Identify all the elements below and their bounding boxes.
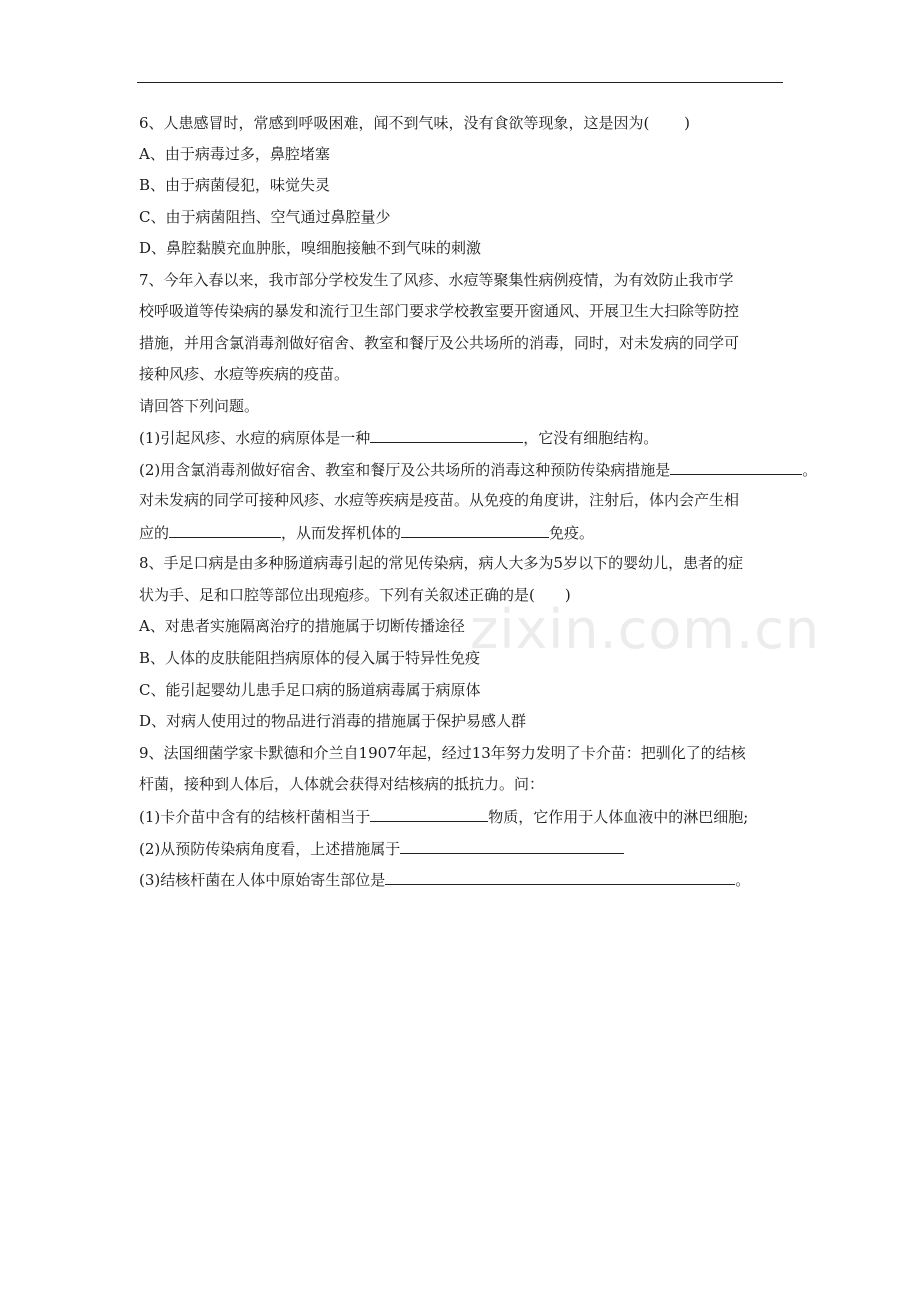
- q6-option-d: D、鼻腔黏膜充血肿胀，嗅细胞接触不到气味的刺激: [139, 239, 482, 257]
- q9-part1-text-b: 物质，它作用于人体血液中的淋巴细胞;: [488, 808, 749, 826]
- q7-stem-line3: 措施，并用含氯消毒剂做好宿舍、教室和餐厅及公共场所的消毒，同时，对未发病的同学可: [139, 334, 740, 352]
- q7-part2-line2: 对未发病的同学可接种风疹、水痘等疾病是疫苗。从免疫的角度讲，注射后，体内会产生相: [139, 491, 740, 509]
- q9-part2: [139, 838, 624, 859]
- q6-option-a: A、由于病毒过多，鼻腔堵塞: [139, 145, 330, 163]
- q7-part1-blank[interactable]: [370, 427, 523, 443]
- q7-part2-line3-text-c: 免疫。: [549, 524, 595, 542]
- q8-stem-line2: 状为手、足和口腔等部位出现疱疹。下列有关叙述正确的是( ): [139, 586, 571, 604]
- q8-option-c: C、能引起婴幼儿患手足口病的肠道病毒属于病原体: [139, 681, 481, 699]
- q7-part2-line3: [139, 522, 594, 543]
- q8-option-d: D、对病人使用过的物品进行消毒的措施属于保护易感人群: [139, 712, 527, 730]
- q9-part2-blank[interactable]: [400, 838, 624, 854]
- watermark: zixin.com.cn: [470, 598, 821, 661]
- header-rule: [137, 82, 783, 83]
- q9-part1-blank[interactable]: [370, 806, 488, 822]
- q8-option-a: A、对患者实施隔离治疗的措施属于切断传播途径: [139, 617, 465, 635]
- q9-part3-text-a: (3)结核杆菌在人体中原始寄生部位是: [139, 871, 386, 889]
- q7-part2-line3-text-a: 应的: [139, 524, 170, 542]
- q7-part2-blank[interactable]: [670, 459, 802, 475]
- q7-stem-line2: 校呼吸道等传染病的暴发和流行卫生部门要求学校教室要开窗通风、开展卫生大扫除等防控: [139, 302, 740, 320]
- q7-part1-text-a: (1)引起风疹、水痘的病原体是一种: [139, 429, 371, 447]
- q7-immunity-blank[interactable]: [401, 522, 549, 538]
- q7-part2: [139, 459, 817, 480]
- q9-part2-text-a: (2)从预防传染病角度看，上述措施属于: [139, 840, 401, 858]
- q7-prompt: 请回答下列问题。: [139, 397, 260, 415]
- q6-stem: 6、人患感冒时，常感到呼吸困难，闻不到气味，没有食欲等现象，这是因为( ): [139, 114, 691, 132]
- q7-stem-line1: 7、今年入春以来，我市部分学校发生了风疹、水痘等聚集性病例疫情，为有效防止我市学: [139, 271, 734, 289]
- q7-part2-text-b: 。: [802, 461, 818, 479]
- q9-part3-text-b: 。: [735, 871, 751, 889]
- q9-part1-text-a: (1)卡介苗中含有的结核杆菌相当于: [139, 808, 371, 826]
- q9-part1: [139, 806, 748, 827]
- q7-antibody-blank[interactable]: [169, 522, 281, 538]
- q9-stem-line2: 杆菌，接种到人体后，人体就会获得对结核病的抵抗力。问：: [139, 775, 545, 793]
- q9-part3-blank[interactable]: [385, 869, 735, 885]
- q6-option-b: B、由于病菌侵犯，味觉失灵: [139, 176, 331, 194]
- q7-part1-text-b: ，它没有细胞结构。: [523, 429, 659, 447]
- q8-stem-line1: 8、手足口病是由多种肠道病毒引起的常见传染病，病人大多为5岁以下的婴幼儿，患者的症: [139, 554, 744, 572]
- q9-part3: [139, 869, 750, 890]
- q7-part2-line3-text-b: ，从而发挥机体的: [281, 524, 402, 542]
- q7-part1: [139, 427, 658, 448]
- q9-stem-line1: 9、法国细菌学家卡默德和介兰自1907年起，经过13年努力发明了卡介苗：把驯化了的结核: [139, 744, 746, 762]
- q6-option-c: C、由于病菌阻挡、空气通过鼻腔量少: [139, 208, 391, 226]
- q7-stem-line4: 接种风疹、水痘等疾病的疫苗。: [139, 365, 350, 383]
- q8-option-b: B、人体的皮肤能阻挡病原体的侵入属于特异性免疫: [139, 649, 481, 667]
- q7-part2-text-a: (2)用含氯消毒剂做好宿舍、教室和餐厅及公共场所的消毒这种预防传染病措施是: [139, 461, 671, 479]
